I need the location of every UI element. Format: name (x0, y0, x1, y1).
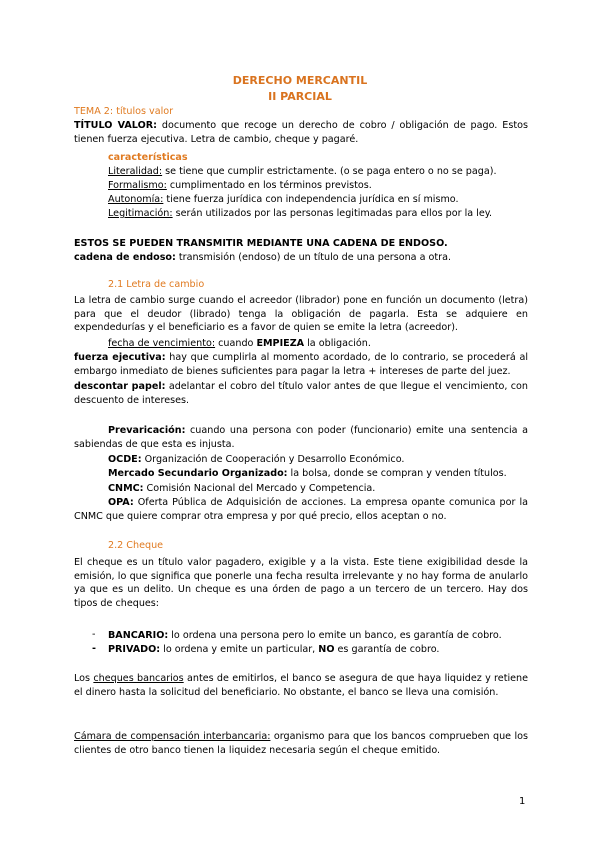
descontar-papel-text: adelantar el cobro del título valor antes de que llegue el vencimiento, con descuento de intereses. (74, 381, 528, 406)
cheques-bancarios-term: cheques bancarios (93, 673, 184, 684)
titulo-valor-text: documento que recoge un derecho de cobro / obligación de pago. Estos tienen fuerza ejecutiva. Letra de cambio, cheque y pagaré. (74, 120, 528, 145)
caracteristica-term: Autonomía: (108, 194, 164, 205)
endoso-caps: ESTOS SE PUEDEN TRANSMITIR MEDIANTE UNA CADENA DE ENDOSO. (74, 238, 448, 249)
document-subtitle: II PARCIAL (268, 90, 332, 103)
section-2-1-heading: 2.1 Letra de cambio (108, 279, 205, 290)
caracteristica-item (108, 179, 528, 193)
caracteristica-text: se tiene que cumplir estrictamente. (o se paga entero o no se paga). (162, 166, 497, 177)
titulo-valor-term: TÍTULO VALOR: (74, 120, 157, 131)
cnmc-text: Comisión Nacional del Mercado y Competencia. (143, 483, 376, 494)
tipo-bancario (108, 629, 528, 643)
caracteristica-item (108, 165, 528, 179)
caracteristica-text: serán utilizados por las personas legitimadas para ellos por la ley. (172, 208, 493, 219)
camara-compensacion (74, 730, 528, 757)
fecha-vencimiento-text-end: la obligación. (304, 338, 371, 349)
tema-heading: TEMA 2: títulos valor (74, 106, 174, 117)
caracteristica-text: cumplimentado en los términos previstos. (166, 180, 372, 191)
camara-compensacion-text: organismo para que los bancos comprueben que los clientes de otro banco tienen la liquidez necesaria según el cheque emitido. (74, 731, 529, 756)
prevaricacion-text: cuando una persona con poder (funcionario) emite una sentencia a sabiendas de que esta es injusta. (74, 425, 528, 450)
tipo-privado-text: lo ordena y emite un particular, (160, 644, 319, 655)
cheque-intro: El cheque es un título valor pagadero, exigible y a la vista. Este tiene exigibilidad desde la emisión, lo que significa que ponerle una fecha resulta irrelevante y no hay forma de anularlo ya que es un delito. Un cheque es una órden de pago a un tercero de un tercero. Hay dos tipos de cheques: (74, 557, 528, 609)
letra-intro: La letra de cambio surge cuando el acreedor (librador) pone en función un documento (letra) para que el deudor (librado) tenga la obligación de pagarla. Esta se adquiere en expendedurías y el beneficiario es a favor de quien se emite la letra (acreedor). (74, 295, 528, 334)
caracteristica-item (108, 207, 528, 221)
ocde-text: Organización de Cooperación y Desarrollo Económico. (141, 454, 405, 465)
bullet-marker: - (92, 643, 96, 654)
descontar-papel-term: descontar papel: (74, 381, 166, 392)
mercado-secundario-text: la bolsa, donde se compran y venden títulos. (287, 468, 507, 479)
cnmc-term: CNMC: (108, 483, 144, 494)
cadena-endoso-term: cadena de endoso: (74, 252, 176, 263)
opa (74, 496, 528, 523)
caracteristica-term: Formalismo: (108, 180, 167, 191)
caracteristica-term: Literalidad: (108, 166, 163, 177)
tipo-privado-text-end: es garantía de cobro. (334, 644, 440, 655)
fecha-vencimiento-text: cuando (215, 338, 257, 349)
cheques-bancarios-text: antes de emitirlos, el banco se asegura de que haya liquidez y retiene el dinero hasta la solicitud del beneficiario. No obstante, el banco se lleva una comisión. (74, 673, 529, 698)
caracteristica-text: tiene fuerza jurídica con independencia jurídica en sí mismo. (163, 194, 459, 205)
tipo-bancario-text: lo ordena una persona pero lo emite un banco, es garantía de cobro. (168, 630, 502, 641)
cnmc (108, 482, 528, 496)
tipo-privado-term: PRIVADO: (108, 644, 161, 655)
section-2-2-heading: 2.2 Cheque (108, 540, 164, 551)
caracteristicas-heading: características (108, 152, 188, 163)
tipo-privado-emphasis: NO (318, 644, 335, 655)
mercado-secundario (108, 467, 528, 481)
fecha-vencimiento (108, 337, 528, 351)
fuerza-ejecutiva-text: hay que cumplirla al momento acordado, de lo contrario, se procederá al embargo inmediato de bienes suficientes para pagar la letra + intereses de parte del juez. (74, 352, 528, 377)
caracteristica-item (108, 193, 528, 207)
ocde (108, 453, 528, 467)
fecha-vencimiento-term: fecha de vencimiento: (108, 338, 216, 349)
caracteristica-term: Legitimación: (108, 208, 173, 219)
prevaricacion (74, 424, 528, 451)
document-title: DERECHO MERCANTIL (232, 74, 368, 87)
descontar-papel (74, 380, 528, 407)
ocde-term: OCDE: (108, 454, 142, 465)
fuerza-ejecutiva-term: fuerza ejecutiva: (74, 352, 166, 363)
mercado-secundario-term: Mercado Secundario Organizado: (108, 468, 288, 479)
tipo-privado (108, 643, 528, 657)
fuerza-ejecutiva (74, 351, 528, 378)
page-number: 1 (519, 796, 526, 807)
cheques-bancarios (74, 672, 528, 699)
opa-term: OPA: (108, 497, 134, 508)
cadena-endoso-paragraph (74, 251, 528, 265)
camara-compensacion-term: Cámara de compensación interbancaria: (74, 731, 271, 742)
titulo-valor-paragraph (74, 119, 528, 146)
tipo-bancario-term: BANCARIO: (108, 630, 169, 641)
bullet-marker: - (92, 629, 96, 640)
opa-text: Oferta Pública de Adquisición de acciones. La empresa opante comunica por la CNMC que quiere comprar otra empresa y por qué precio, ellos aceptan o no. (74, 497, 528, 522)
cadena-endoso-text: transmisión (endoso) de un título de una persona a otra. (175, 252, 452, 263)
cheques-bancarios-lead: Los (74, 673, 94, 684)
fecha-vencimiento-emphasis: EMPIEZA (256, 338, 305, 349)
prevaricacion-term: Prevaricación: (108, 425, 186, 436)
